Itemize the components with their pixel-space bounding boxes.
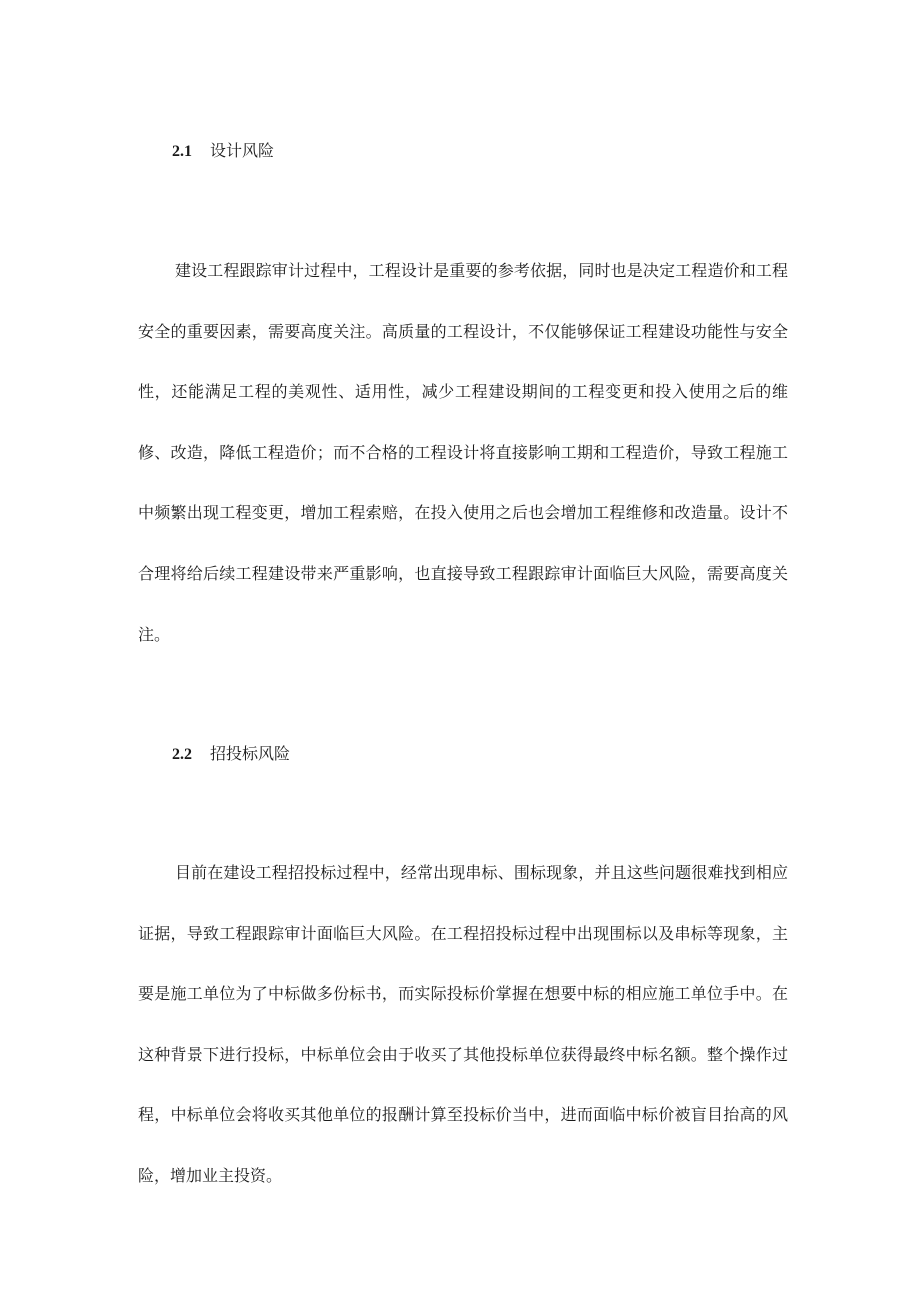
section-number: 2.2 (172, 746, 192, 763)
section-heading-2-2 (172, 744, 290, 765)
section-heading-2-1 (172, 141, 274, 162)
section-number: 2.1 (172, 143, 192, 160)
section-title: 设计风险 (210, 141, 275, 160)
section-paragraph-2-1: 建设工程跟踪审计过程中，工程设计是重要的参考依据，同时也是决定工程造价和工程安全的重要因素，需要高度关注。高质量的工程设计，不仅能够保证工程建设功能性与安全性，还能满足工程的美观性、适用性，减少工程建设期间的工程变更和投入使用之后的维修、改造，降低工程造价；而不合格的工程设计将直接影响工期和工程造价，导致工程施工中频繁出现工程变更，增加工程索赔，在投入使用之后也会增加工程维修和改造量。设计不合理将给后续工程建设带来严重影响，也直接导致工程跟踪审计面临巨大风险，需要高度关注。 (138, 261, 788, 644)
section-paragraph-2-2: 目前在建设工程招投标过程中，经常出现串标、围标现象，并且这些问题很难找到相应证据，导致工程跟踪审计面临巨大风险。在工程招投标过程中出现围标以及串标等现象，主要是施工单位为了中标做多份标书，而实际投标价掌握在想要中标的相应施工单位手中。在这种背景下进行投标，中标单位会由于收买了其他投标单位获得最终中标名额。整个操作过程，中标单位会将收买其他单位的报酬计算至投标价当中，进而面临中标价被盲目抬高的风险，增加业主投资。 (138, 863, 788, 1185)
section-title: 招投标风险 (210, 744, 291, 763)
